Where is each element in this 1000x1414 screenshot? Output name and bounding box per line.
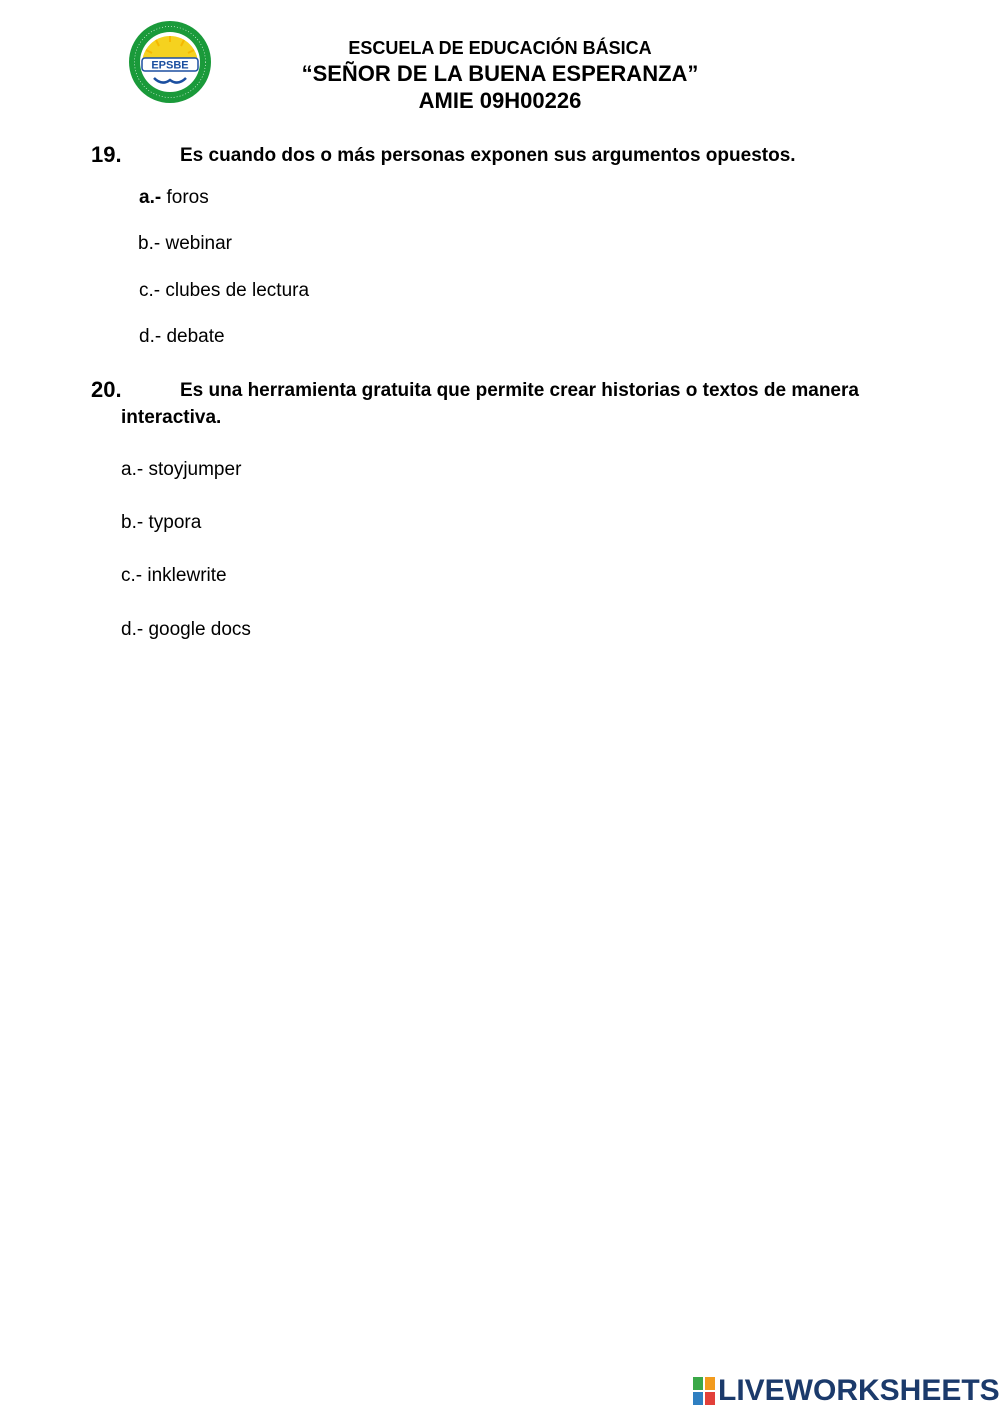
question-19-option-c[interactable]: [139, 280, 309, 302]
option-letter: a.-: [121, 459, 144, 480]
question-19-option-b[interactable]: [138, 233, 232, 255]
option-letter: b.-: [121, 512, 144, 533]
amie-code: AMIE 09H00226: [418, 88, 582, 113]
logo-abbr: EPSBE: [151, 59, 189, 72]
option-text: webinar: [165, 233, 233, 254]
question-19-text: Es cuando dos o más personas exponen sus argumentos opuestos.: [180, 145, 796, 166]
question-20-option-b[interactable]: [121, 512, 201, 534]
question-20-option-a[interactable]: [121, 459, 241, 481]
liveworksheets-grid-icon: [693, 1377, 715, 1405]
option-letter: b.-: [138, 233, 161, 254]
option-text: clubes de lectura: [165, 280, 310, 301]
liveworksheets-brand: LIVEWORKSHEETS: [718, 1374, 1000, 1407]
option-letter: d.-: [139, 326, 162, 347]
option-text: typora: [148, 512, 202, 533]
question-19-number: 19.: [91, 142, 122, 167]
question-20-text-line1: Es una herramienta gratuita que permite crear historias o textos de manera: [180, 380, 859, 401]
school-name-line: ESCUELA DE EDUCACIÓN BÁSICA: [348, 38, 652, 58]
option-text: stoyjumper: [148, 459, 242, 480]
question-19-option-a[interactable]: [139, 187, 209, 209]
option-letter: c.-: [121, 565, 143, 586]
option-text: inklewrite: [147, 565, 227, 586]
option-text: foros: [166, 187, 209, 208]
question-20-option-c[interactable]: [121, 565, 227, 587]
question-20-option-d[interactable]: [121, 619, 251, 641]
option-text: google docs: [148, 619, 251, 640]
question-20-number: 20.: [91, 377, 122, 402]
option-letter: a.-: [139, 187, 162, 208]
school-title-line: “SEÑOR DE LA BUENA ESPERANZA”: [301, 61, 699, 86]
option-letter: d.-: [121, 619, 144, 640]
option-letter: c.-: [139, 280, 161, 301]
liveworksheets-logo: [693, 1374, 1000, 1408]
question-19-option-d[interactable]: [139, 326, 225, 348]
question-20-text-line2: interactiva.: [121, 407, 222, 428]
option-text: debate: [166, 326, 225, 347]
